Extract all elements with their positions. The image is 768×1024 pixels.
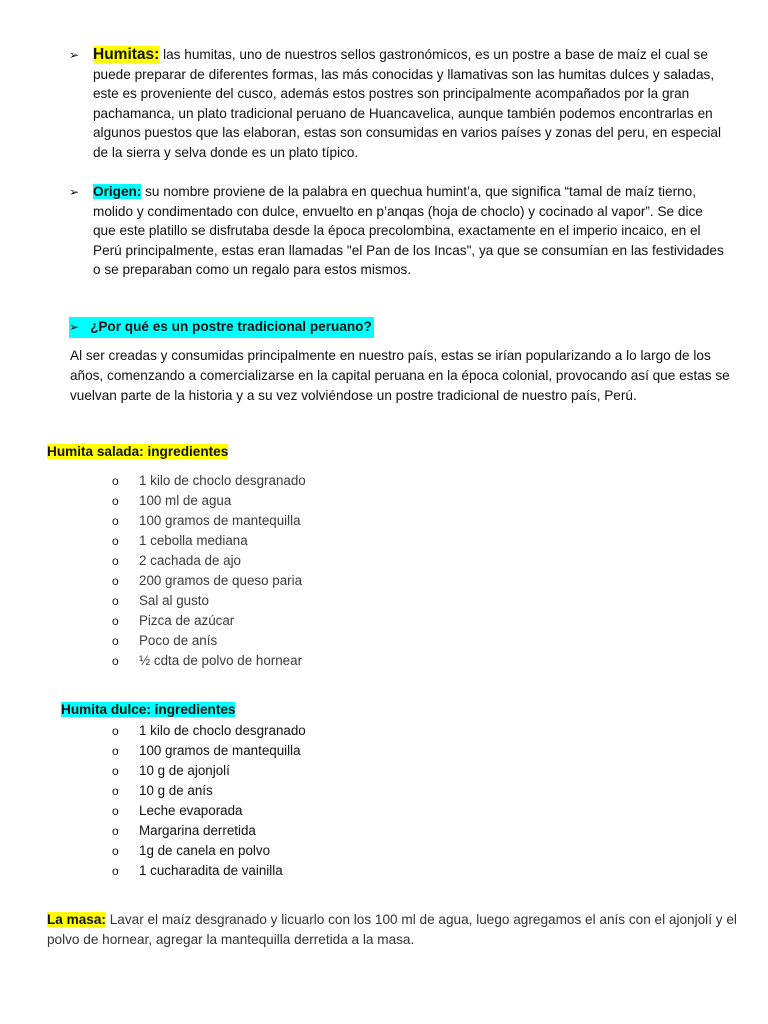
list-item-text: 1 cebolla mediana <box>139 533 248 548</box>
dulce-ingredients-list <box>112 721 306 881</box>
humitas-paragraph <box>93 45 729 162</box>
list-item-text: 100 ml de agua <box>139 493 232 508</box>
list-item <box>112 801 306 821</box>
list-item <box>112 571 306 591</box>
list-item <box>112 741 306 761</box>
list-item-text: Leche evaporada <box>139 803 243 818</box>
list-item-text: 1 kilo de choclo desgranado <box>139 723 306 738</box>
porque-heading: ¿Por qué es un postre tradicional peruano? <box>90 319 372 334</box>
list-item <box>112 631 306 651</box>
circle-bullet-icon: o <box>112 554 119 568</box>
porque-paragraph: Al ser creadas y consumidas principalmente en nuestro país, estas se irían popularizando a lo largo de los años, comenzando a comercializarse en la capital peruana en la época colonial, provocando así que estas se vuelvan parte de la historia y a su vez volviéndose un postre tradicional de nuestro país, Perú. <box>70 348 730 403</box>
circle-bullet-icon: o <box>112 594 119 608</box>
list-item <box>112 491 306 511</box>
arrow-bullet-icon: ➢ <box>69 320 80 334</box>
circle-bullet-icon: o <box>112 804 119 818</box>
list-item <box>112 761 306 781</box>
masa-label: La masa: <box>47 912 106 927</box>
list-item-text: Margarina derretida <box>139 823 256 838</box>
list-item <box>112 651 306 671</box>
list-item-text: 2 cachada de ajo <box>139 553 241 568</box>
humitas-section <box>69 45 729 162</box>
circle-bullet-icon: o <box>112 764 119 778</box>
humitas-label: Humitas: <box>93 46 160 63</box>
dulce-heading: Humita dulce: ingredientes <box>61 702 236 717</box>
list-item-text: 200 gramos de queso paria <box>139 573 303 588</box>
list-item <box>112 551 306 571</box>
list-item-text: Poco de anís <box>139 633 218 648</box>
list-item-text: ½ cdta de polvo de hornear <box>139 653 303 668</box>
list-item <box>112 471 306 491</box>
list-item-text: 10 g de anís <box>139 783 213 798</box>
circle-bullet-icon: o <box>112 864 119 878</box>
circle-bullet-icon: o <box>112 534 119 548</box>
list-item <box>112 611 306 631</box>
porque-section <box>69 317 729 338</box>
circle-bullet-icon: o <box>112 784 119 798</box>
list-item-text: Pizca de azúcar <box>139 613 235 628</box>
list-item <box>112 781 306 801</box>
circle-bullet-icon: o <box>112 654 119 668</box>
list-item-text: 1 kilo de choclo desgranado <box>139 473 306 488</box>
list-item <box>112 821 306 841</box>
porque-heading-box <box>69 317 374 338</box>
humitas-text: las humitas, uno de nuestros sellos gastronómicos, es un postre a base de maíz el cual se puede preparar de diferentes formas, las más conocidas y llamativas son las humitas dulces y saladas, este es proveniente del cusco, además estos postres son principalmente acompañados por la gran pachamanca, un plato tradicional peruano de Huancavelica, aunque también podemos encontrarlas en algunos puestos que las elaboran, estas son consumidas en varios países y zonas del peru, en especial de la sierra y selva donde es un plato típico. <box>93 47 721 160</box>
list-item <box>112 861 306 881</box>
circle-bullet-icon: o <box>112 824 119 838</box>
list-item-text: 100 gramos de mantequilla <box>139 743 301 758</box>
list-item-text: 1g de canela en polvo <box>139 843 271 858</box>
list-item-text: 1 cucharadita de vainilla <box>139 863 283 878</box>
list-item <box>112 591 306 611</box>
salada-heading: Humita salada: ingredientes <box>47 444 229 459</box>
circle-bullet-icon: o <box>112 744 119 758</box>
list-item <box>112 721 306 741</box>
circle-bullet-icon: o <box>112 614 119 628</box>
origen-text: su nombre proviene de la palabra en quechua humint’a, que significa “tamal de maíz tierno, molido y condimentado con dulce, envuelto en p’anqas (hoja de choclo) y cocinado al vapor”. Se dice que este platillo se disfrutaba desde la época precolombina, exactamente en el imperio incaico, en el Perú principalmente, estas eran llamadas "el Pan de los Incas", ya que se consumían en las festividades o se preparaban como un regalo para estos mismos. <box>93 184 724 277</box>
circle-bullet-icon: o <box>112 844 119 858</box>
arrow-bullet-icon: ➢ <box>69 48 80 62</box>
list-item-text: 10 g de ajonjolí <box>139 763 230 778</box>
list-item-text: 100 gramos de mantequilla <box>139 513 301 528</box>
masa-paragraph <box>47 910 737 950</box>
origen-paragraph <box>93 182 729 280</box>
list-item <box>112 841 306 861</box>
masa-text: Lavar el maíz desgranado y licuarlo con los 100 ml de agua, luego agregamos el anís con el ajonjolí y el polvo de hornear, agregar la mantequilla derretida a la masa. <box>47 912 737 947</box>
circle-bullet-icon: o <box>112 494 119 508</box>
salada-ingredients-list <box>112 471 306 671</box>
circle-bullet-icon: o <box>112 474 119 488</box>
circle-bullet-icon: o <box>112 634 119 648</box>
circle-bullet-icon: o <box>112 514 119 528</box>
circle-bullet-icon: o <box>112 724 119 738</box>
list-item <box>112 531 306 551</box>
circle-bullet-icon: o <box>112 574 119 588</box>
origen-label: Origen: <box>93 184 142 199</box>
list-item <box>112 511 306 531</box>
list-item-text: Sal al gusto <box>139 593 209 608</box>
origen-section <box>69 182 729 280</box>
arrow-bullet-icon: ➢ <box>69 185 80 199</box>
